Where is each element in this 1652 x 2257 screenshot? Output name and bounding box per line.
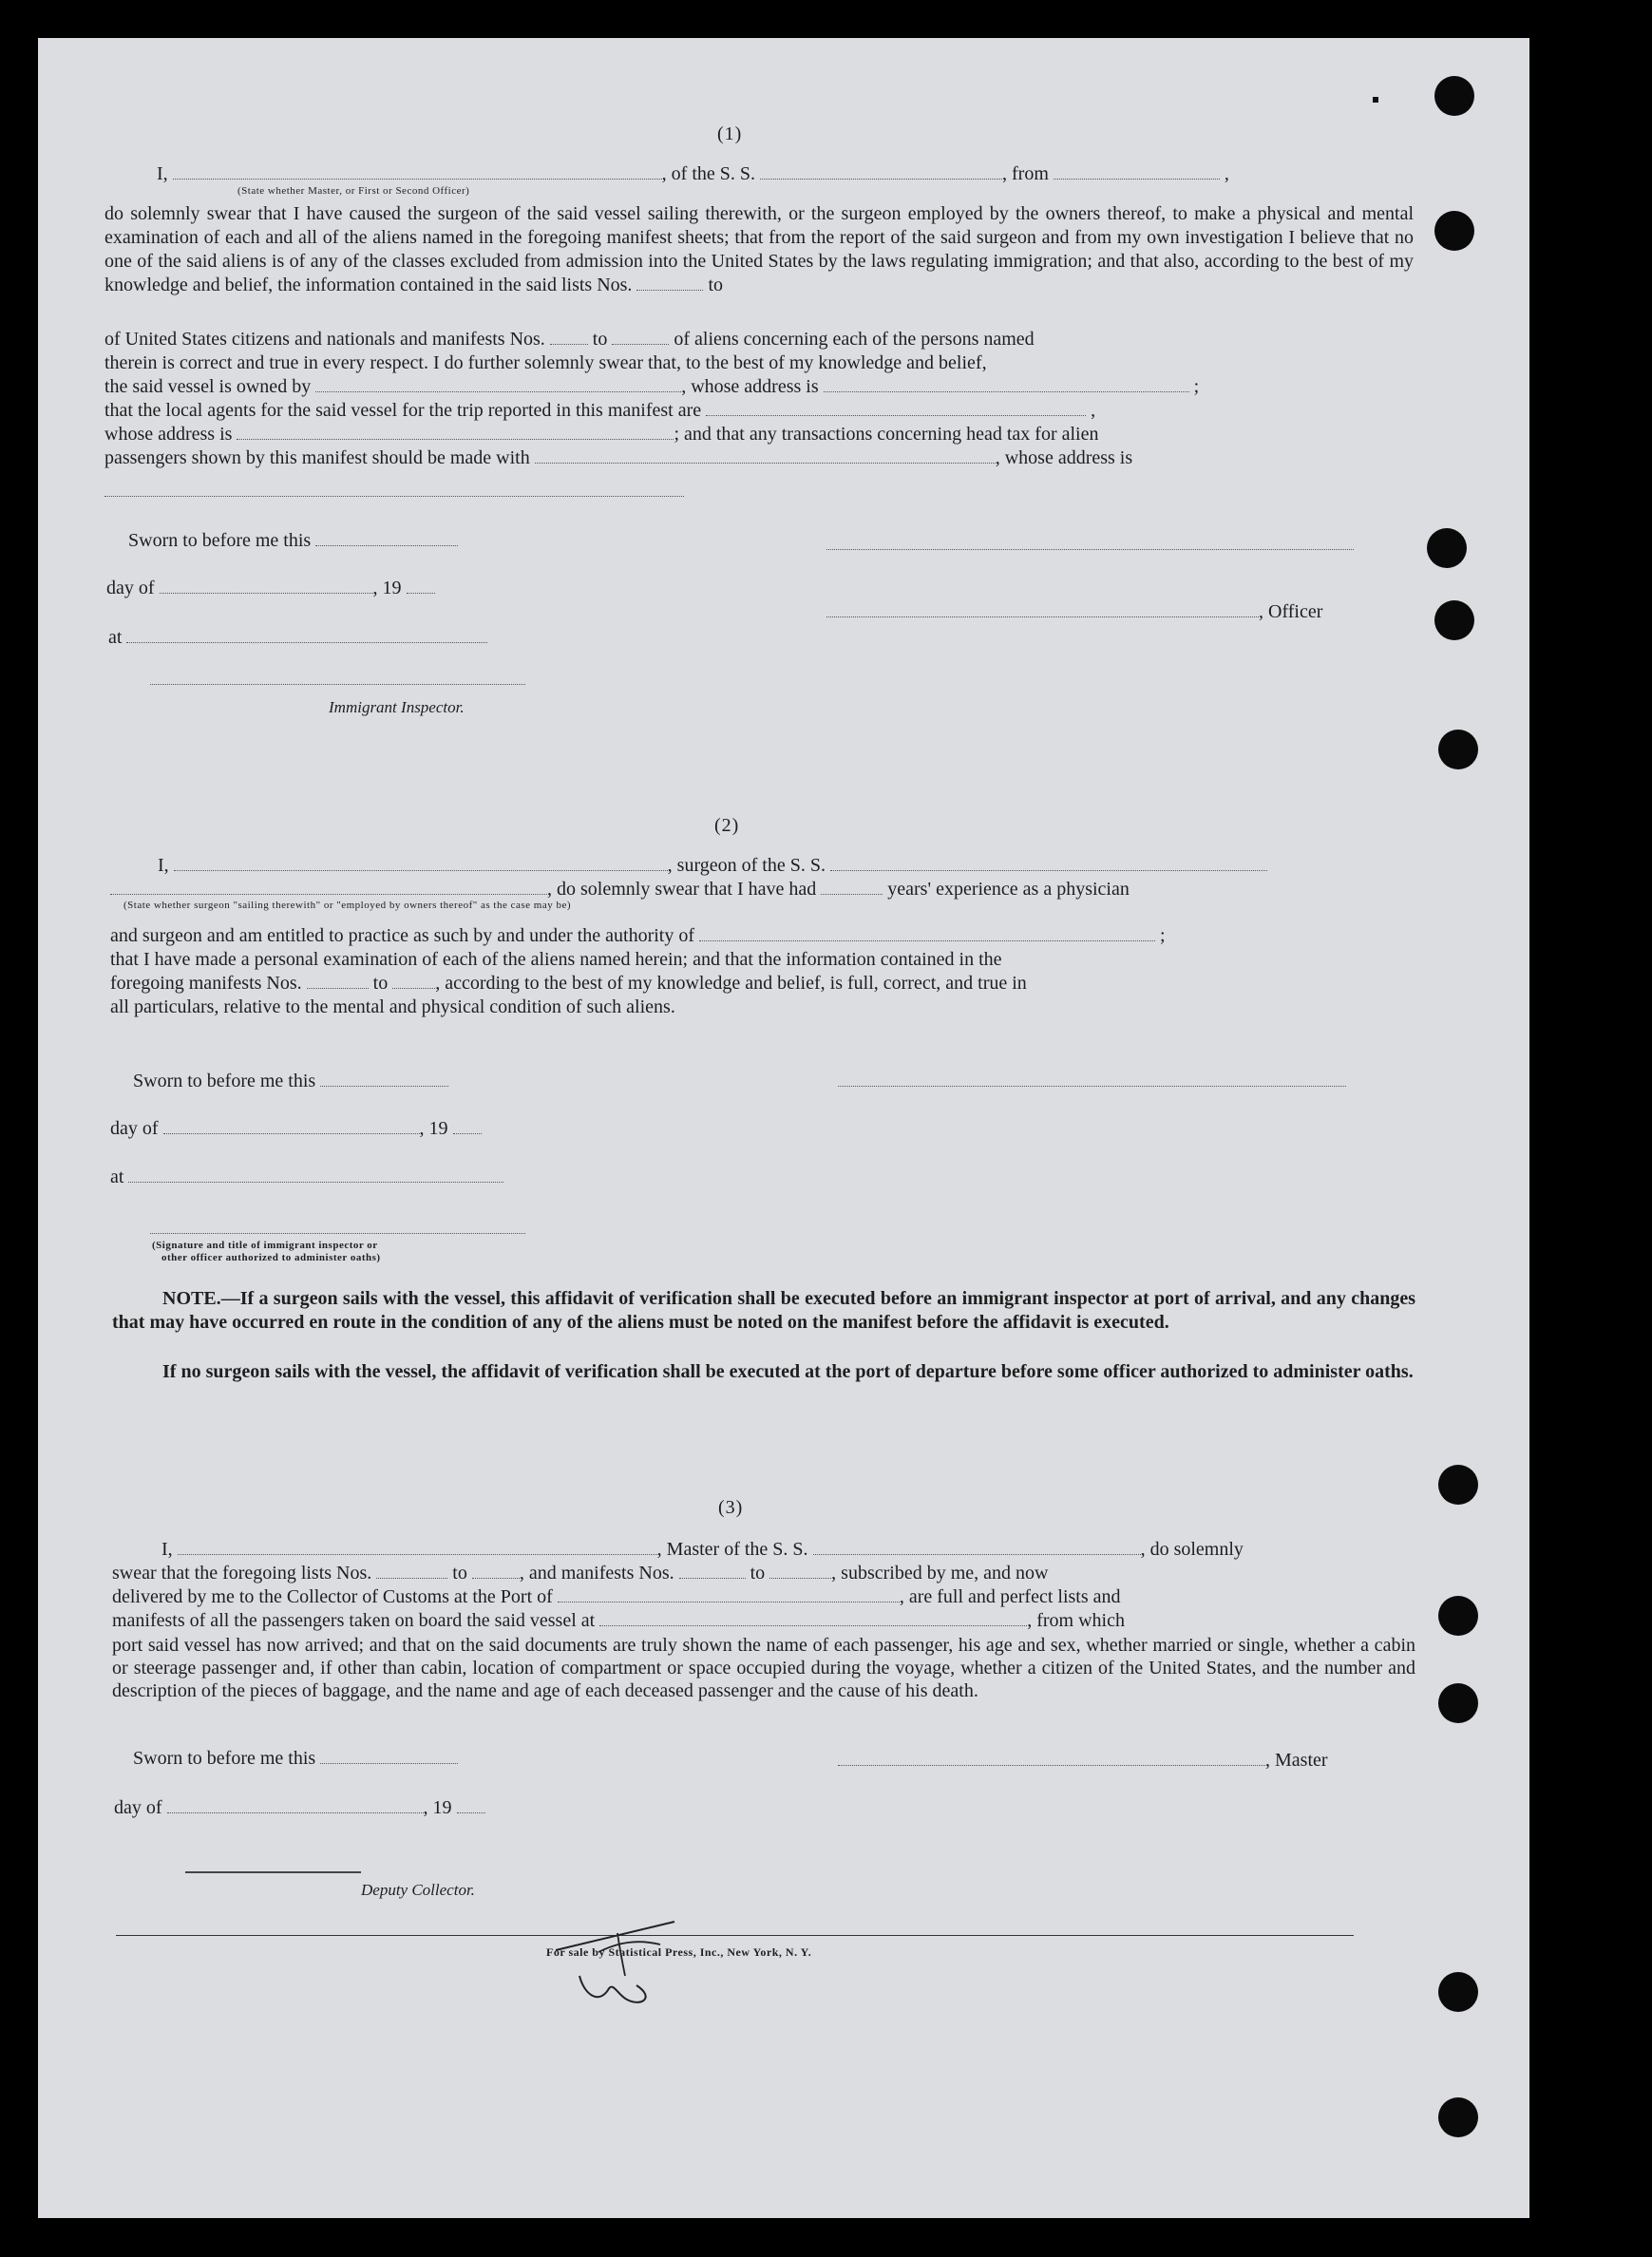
note-text: —If a surgeon sails with the vessel, this affidavit of verification shall be executed before an immigrant inspector at port of arrival, and any changes that may have occurred en route in the condition of any of the aliens must be noted on the manifest before the affidavit is executed. — [112, 1288, 1415, 1333]
text: passengers shown by this manifest should be made with — [104, 447, 530, 468]
text: foregoing manifests Nos. — [110, 973, 302, 994]
blank-month-2[interactable] — [163, 1120, 420, 1134]
text: , from which — [1027, 1610, 1125, 1631]
text: that the local agents for the said vessel for the trip reported in this manifest are — [104, 400, 702, 421]
text: of aliens concerning each of the persons named — [674, 329, 1035, 350]
text: to — [372, 973, 389, 994]
blank-lists-to[interactable] — [472, 1565, 520, 1579]
punch-hole — [1438, 2097, 1478, 2137]
blank-month-3[interactable] — [167, 1799, 424, 1813]
blank-years[interactable] — [821, 881, 883, 895]
collector-signature-line[interactable] — [185, 1871, 361, 1873]
text: delivered by me to the Collector of Customs at the Port of — [112, 1586, 553, 1607]
section-2-signature-caption-2: other officer authorized to administer oaths) — [161, 1252, 381, 1263]
blank-year-2[interactable] — [453, 1120, 482, 1134]
text: do solemnly swear that I have caused the surgeon of the said vessel sailing therewith, or the surgeon employed by the owners thereof, to make a physical and mental examination of each and all of the aliens named in the foregoing manifest sheets; that from the report of the said surgeon and from my own investigation I believe that no one of the said aliens is of any of the classes excluded from admission into the United States by the laws regulating immigration; and that also, according to the best of my knowledge and belief, the information contained in the said lists Nos. — [104, 203, 1414, 295]
section-3-line-1 — [161, 1539, 1244, 1561]
blank-port[interactable] — [558, 1588, 900, 1603]
section-1-citizens-line — [104, 329, 1414, 351]
text: at — [108, 627, 123, 648]
text: I, — [157, 163, 168, 184]
text: I, — [158, 855, 169, 876]
blank-surgeon-status[interactable] — [110, 881, 547, 895]
text: , Master — [1265, 1750, 1328, 1771]
text: to — [750, 1563, 766, 1584]
section-1-at — [108, 627, 487, 649]
section-2-note-2: If no surgeon sails with the vessel, the affidavit of verification shall be executed at the port of departure before some officer authorized to administer oaths. — [162, 1361, 1414, 1382]
blank-officer[interactable] — [826, 603, 1259, 617]
text: to — [592, 329, 608, 350]
document-page — [38, 38, 1529, 2218]
blank-officer-name[interactable] — [173, 165, 662, 180]
section-2-day-of — [110, 1118, 482, 1140]
section-2-caption: (State whether surgeon "sailing therewith" or "employed by owners thereof" as the case may be) — [123, 900, 572, 911]
blank-list-from[interactable] — [636, 276, 703, 291]
section-1-number: (1) — [717, 123, 743, 144]
blank-surgeon-list-from[interactable] — [307, 975, 369, 989]
section-3-collector: Deputy Collector. — [361, 1881, 475, 1899]
blank-inspector-signature[interactable] — [150, 684, 525, 685]
blank-agents-address[interactable] — [237, 426, 674, 440]
text: day of — [114, 1797, 162, 1818]
section-1-paragraph — [104, 202, 1414, 297]
text: I, — [161, 1539, 173, 1560]
blank-at-place-2[interactable] — [128, 1168, 503, 1183]
blank-master-signature[interactable] — [838, 1752, 1265, 1766]
text: , according to the best of my knowledge and belief, is full, correct, and true in — [435, 973, 1027, 994]
punch-hole — [1438, 730, 1478, 769]
text: , subscribed by me, and now — [831, 1563, 1049, 1584]
text: , whose address is — [681, 376, 819, 397]
speck — [1373, 97, 1378, 103]
blank-manifest-to[interactable] — [612, 331, 669, 345]
text: years' experience as a physician — [887, 879, 1130, 900]
section-2-number: (2) — [714, 815, 740, 836]
punch-hole — [1427, 528, 1467, 568]
text: , are full and perfect lists and — [899, 1586, 1121, 1607]
blank-surgeon-list-to[interactable] — [392, 975, 435, 989]
punch-hole — [1434, 211, 1474, 251]
footer-rule — [116, 1935, 1354, 1936]
text: , whose address is — [995, 447, 1133, 468]
text: the said vessel is owned by — [104, 376, 312, 397]
blank-head-tax-contact[interactable] — [535, 449, 996, 464]
text: , 19 — [372, 578, 402, 598]
blank-owner-address[interactable] — [824, 378, 1189, 392]
blank-surgeon-name[interactable] — [174, 857, 668, 871]
blank-agents[interactable] — [706, 402, 1086, 416]
text: , of the S. S. — [661, 163, 756, 184]
punch-hole — [1438, 1596, 1478, 1636]
blank-authority[interactable] — [699, 927, 1155, 941]
blank-surgeon-ship[interactable] — [830, 857, 1267, 871]
blank-master-ship[interactable] — [813, 1541, 1141, 1555]
punch-hole — [1438, 1465, 1478, 1505]
text: whose address is — [104, 424, 233, 445]
text: and surgeon and am entitled to practice as such by and under the authority of — [110, 925, 694, 946]
section-2-line-4: that I have made a personal examination of each of the aliens named herein; and that the information contained in the — [110, 949, 1002, 970]
text: to — [452, 1563, 467, 1584]
punch-hole — [1434, 76, 1474, 116]
section-1-line-1: I, , of the S. S. , from , — [157, 163, 1229, 184]
section-1-officer — [826, 601, 1322, 623]
text: day of — [106, 578, 155, 598]
section-2-sworn — [133, 1071, 448, 1092]
section-2-note — [112, 1287, 1415, 1335]
text: , Master of the S. S. — [656, 1539, 808, 1560]
section-2-line-2 — [110, 879, 1130, 901]
blank-master-name[interactable] — [178, 1541, 657, 1555]
section-2-line-1 — [158, 855, 1267, 877]
blank-manifest-from[interactable] — [550, 331, 588, 345]
section-3-paragraph: port said vessel has now arrived; and that on the said documents are truly shown the name of each passenger, his age and sex, whether married or single, whether a cabin or steerage passenger and, if other than cabin, location of compartment or space occupied during the voyage, whether a citizen of the United States, and the number and description of the pieces of baggage, and the name and age of each deceased passenger and the cause of his death. — [112, 1635, 1415, 1701]
blank-head-tax-address[interactable] — [104, 496, 684, 497]
punch-hole — [1438, 1683, 1478, 1723]
section-3-number: (3) — [718, 1497, 744, 1518]
blank-owner[interactable] — [315, 378, 681, 392]
text: ; and that any transactions concerning head tax for alien — [674, 424, 1099, 445]
blank-manifests-to[interactable] — [769, 1565, 831, 1579]
section-1-sworn — [128, 530, 458, 552]
blank-ship-name[interactable] — [760, 165, 1002, 180]
section-3-day-of — [114, 1797, 485, 1819]
note-label: NOTE. — [162, 1288, 221, 1309]
blank-sworn-date[interactable] — [315, 532, 458, 546]
blank-departure-port[interactable] — [599, 1612, 1027, 1626]
blank-sworn-date-3[interactable] — [320, 1750, 458, 1764]
blank-manifests-from[interactable] — [679, 1565, 746, 1579]
text: , and manifests Nos. — [519, 1563, 674, 1584]
text: , 19 — [423, 1797, 452, 1818]
section-1-address-line — [104, 424, 1099, 446]
blank-authorized-signature[interactable] — [150, 1233, 525, 1234]
blank-year-3[interactable] — [457, 1799, 485, 1813]
text: , Officer — [1259, 601, 1323, 622]
section-3-line-2 — [112, 1563, 1048, 1584]
text: day of — [110, 1118, 159, 1139]
section-3-line-3 — [112, 1586, 1121, 1608]
section-1-caption: (State whether Master, or First or Second Officer) — [237, 185, 470, 197]
section-2-line-3 — [110, 925, 1166, 947]
section-1-correct-line: therein is correct and true in every respect. I do further solemnly swear that, to the best of my knowledge and belief, — [104, 352, 987, 373]
text: Sworn to before me this — [128, 530, 312, 551]
section-1-agents-line: that the local agents for the said vessel for the trip reported in this manifest are , — [104, 400, 1096, 421]
blank-year[interactable] — [407, 579, 435, 594]
text: manifests of all the passengers taken on board the said vessel at — [112, 1610, 596, 1631]
blank-lists-from[interactable] — [376, 1565, 447, 1579]
text: , do solemnly — [1140, 1539, 1244, 1560]
text: swear that the foregoing lists Nos. — [112, 1563, 372, 1584]
text: , do solemnly swear that I have had — [547, 879, 817, 900]
punch-hole — [1438, 1972, 1478, 2012]
handwritten-mark — [551, 1905, 722, 2019]
blank-at-place[interactable] — [126, 629, 487, 643]
text: of United States citizens and nationals and manifests Nos. — [104, 329, 545, 350]
text: , 19 — [419, 1118, 448, 1139]
text: Sworn to before me this — [133, 1748, 316, 1769]
section-2-at — [110, 1166, 503, 1188]
section-2-line-5 — [110, 973, 1027, 995]
blank-surgeon-signature[interactable] — [838, 1086, 1346, 1087]
text: Sworn to before me this — [133, 1071, 316, 1091]
section-2-signature-caption-1: (Signature and title of immigrant inspector or — [152, 1240, 378, 1251]
section-1-owned-line: the said vessel is owned by , whose address is ; — [104, 376, 1200, 397]
punch-hole — [1434, 600, 1474, 640]
section-1-day-of — [106, 578, 435, 599]
section-1-passengers-line — [104, 447, 1132, 469]
text: , surgeon of the S. S. — [667, 855, 826, 876]
text: ; — [1160, 925, 1166, 946]
text: at — [110, 1166, 124, 1187]
section-3-sworn — [133, 1748, 458, 1770]
text: to — [708, 275, 723, 295]
blank-month[interactable] — [160, 579, 373, 594]
blank-officer-signature[interactable] — [826, 549, 1354, 550]
section-3-master — [838, 1750, 1328, 1772]
section-3-line-4 — [112, 1610, 1125, 1632]
blank-from-port[interactable] — [1054, 165, 1220, 180]
section-1-inspector: Immigrant Inspector. — [329, 698, 465, 716]
section-2-line-6: all particulars, relative to the mental and physical condition of such aliens. — [110, 996, 675, 1017]
text: , from — [1002, 163, 1049, 184]
blank-sworn-date-2[interactable] — [320, 1072, 448, 1087]
footer-imprint: For sale by Statistical Press, Inc., New York, N. Y. — [546, 1945, 812, 1959]
